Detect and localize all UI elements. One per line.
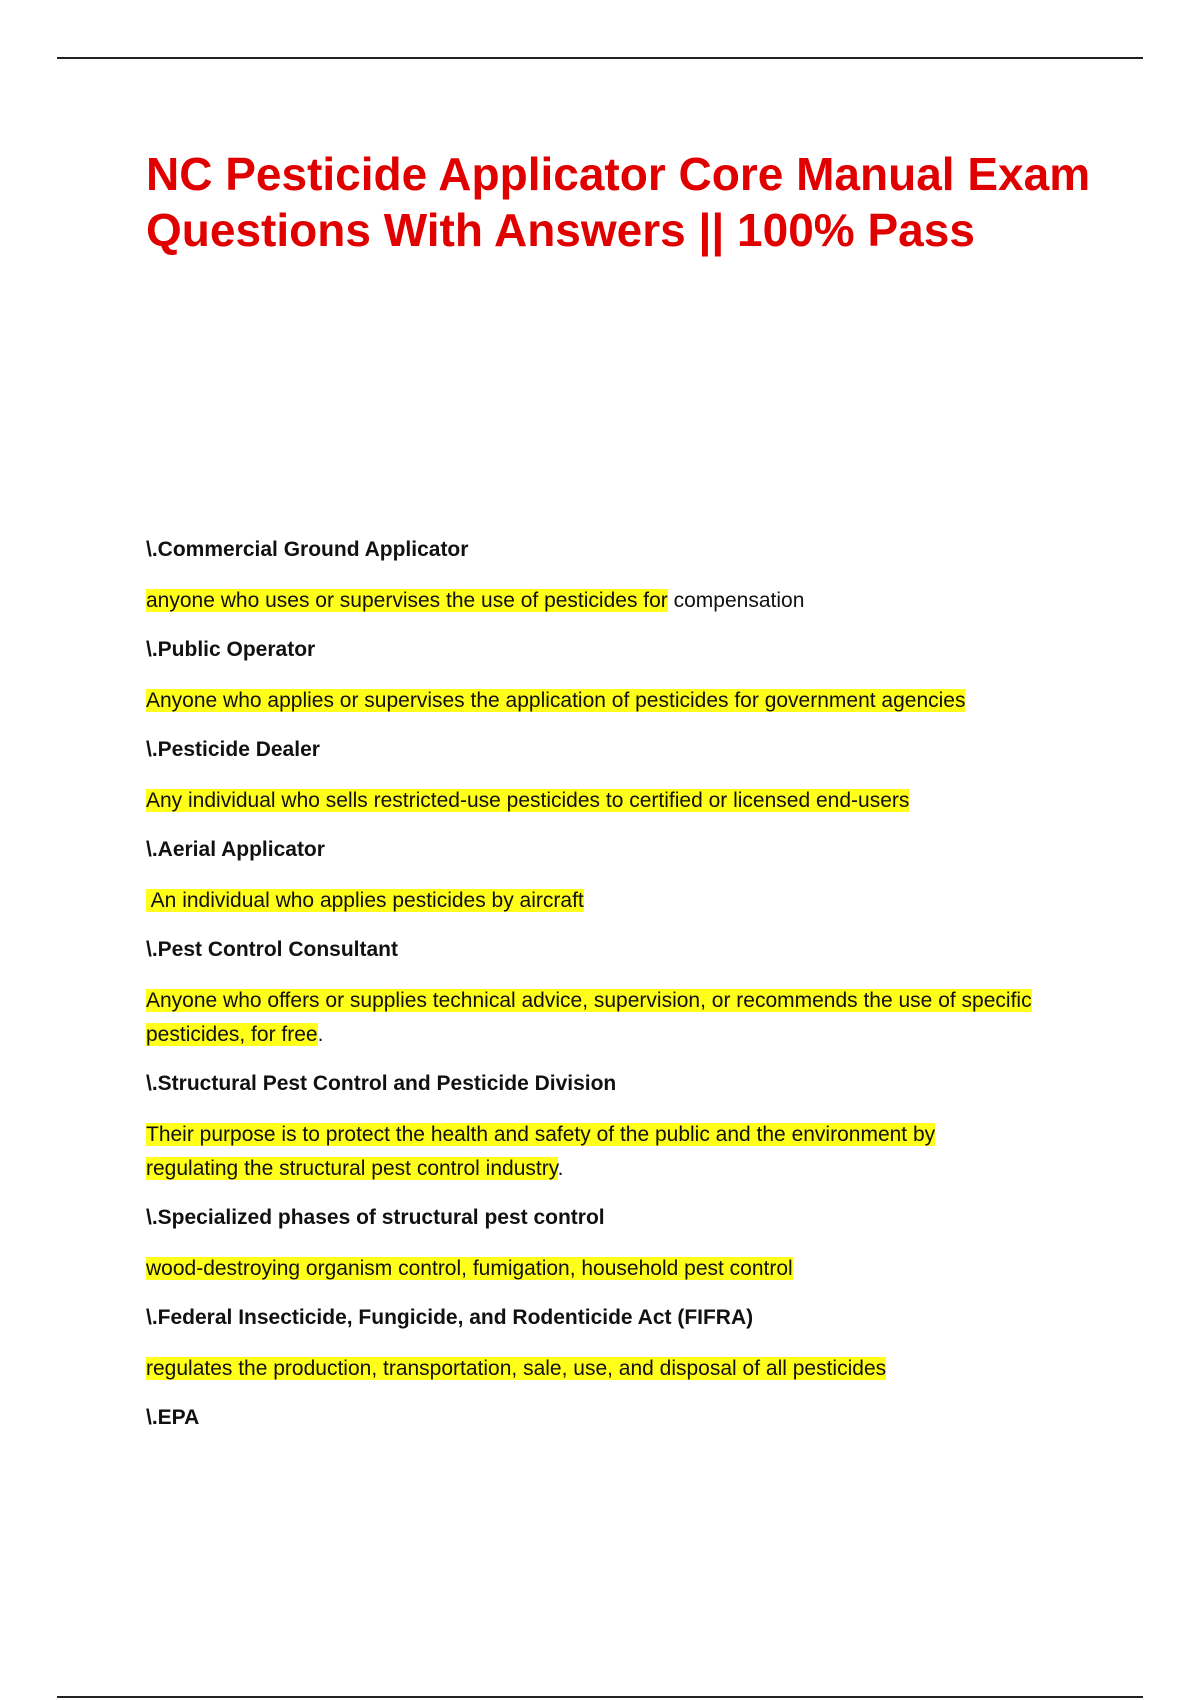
answer-structural-pest-control-division	[146, 1118, 1006, 1186]
question-structural-pest-control-division: \.Structural Pest Control and Pesticide Division	[146, 1072, 617, 1095]
answer-plain: compensation	[667, 589, 805, 612]
answer-aerial-applicator	[146, 884, 1086, 918]
question-specialized-phases: \.Specialized phases of structural pest control	[146, 1206, 605, 1229]
answer-pesticide-dealer	[146, 784, 1086, 818]
question-epa: \.EPA	[146, 1406, 200, 1429]
answer-highlight: Their purpose is to protect the health and safety of the public and the environment by regulating the structural pest control industry	[146, 1123, 936, 1180]
question-pest-control-consultant: \.Pest Control Consultant	[146, 938, 398, 961]
answer-highlight: anyone who uses or supervises the use of pesticides for	[146, 589, 668, 612]
answer-highlight: An individual who applies pesticides by aircraft	[146, 889, 584, 912]
answer-plain: .	[557, 1157, 564, 1180]
qa-list	[146, 534, 1086, 1452]
answer-highlight: regulates the production, transportation, sale, use, and disposal of all pesticides	[146, 1357, 887, 1380]
question-pesticide-dealer: \.Pesticide Dealer	[146, 738, 320, 761]
question-fifra: \.Federal Insecticide, Fungicide, and Rodenticide Act (FIFRA)	[146, 1306, 754, 1329]
question-commercial-ground-applicator: \.Commercial Ground Applicator	[146, 538, 469, 561]
answer-plain: .	[317, 1023, 324, 1046]
question-public-operator: \.Public Operator	[146, 638, 316, 661]
answer-highlight: wood-destroying organism control, fumigation, household pest control	[146, 1257, 793, 1280]
answer-pest-control-consultant	[146, 984, 1086, 1052]
answer-fifra	[146, 1352, 1086, 1386]
answer-highlight: Anyone who applies or supervises the application of pesticides for government agencies	[146, 689, 966, 712]
answer-highlight: Any individual who sells restricted-use pesticides to certified or licensed end-users	[146, 789, 910, 812]
answer-commercial-ground-applicator	[146, 584, 866, 618]
document-title: NC Pesticide Applicator Core Manual Exam Questions With Answers || 100% Pass	[146, 148, 1091, 256]
question-aerial-applicator: \.Aerial Applicator	[146, 838, 325, 861]
answer-specialized-phases	[146, 1252, 1086, 1286]
bottom-rule	[57, 1696, 1143, 1698]
answer-public-operator	[146, 684, 1086, 718]
top-rule	[57, 57, 1143, 59]
answer-highlight: Anyone who offers or supplies technical advice, supervision, or recommends the use of specific pesticides, for free	[146, 989, 1032, 1046]
